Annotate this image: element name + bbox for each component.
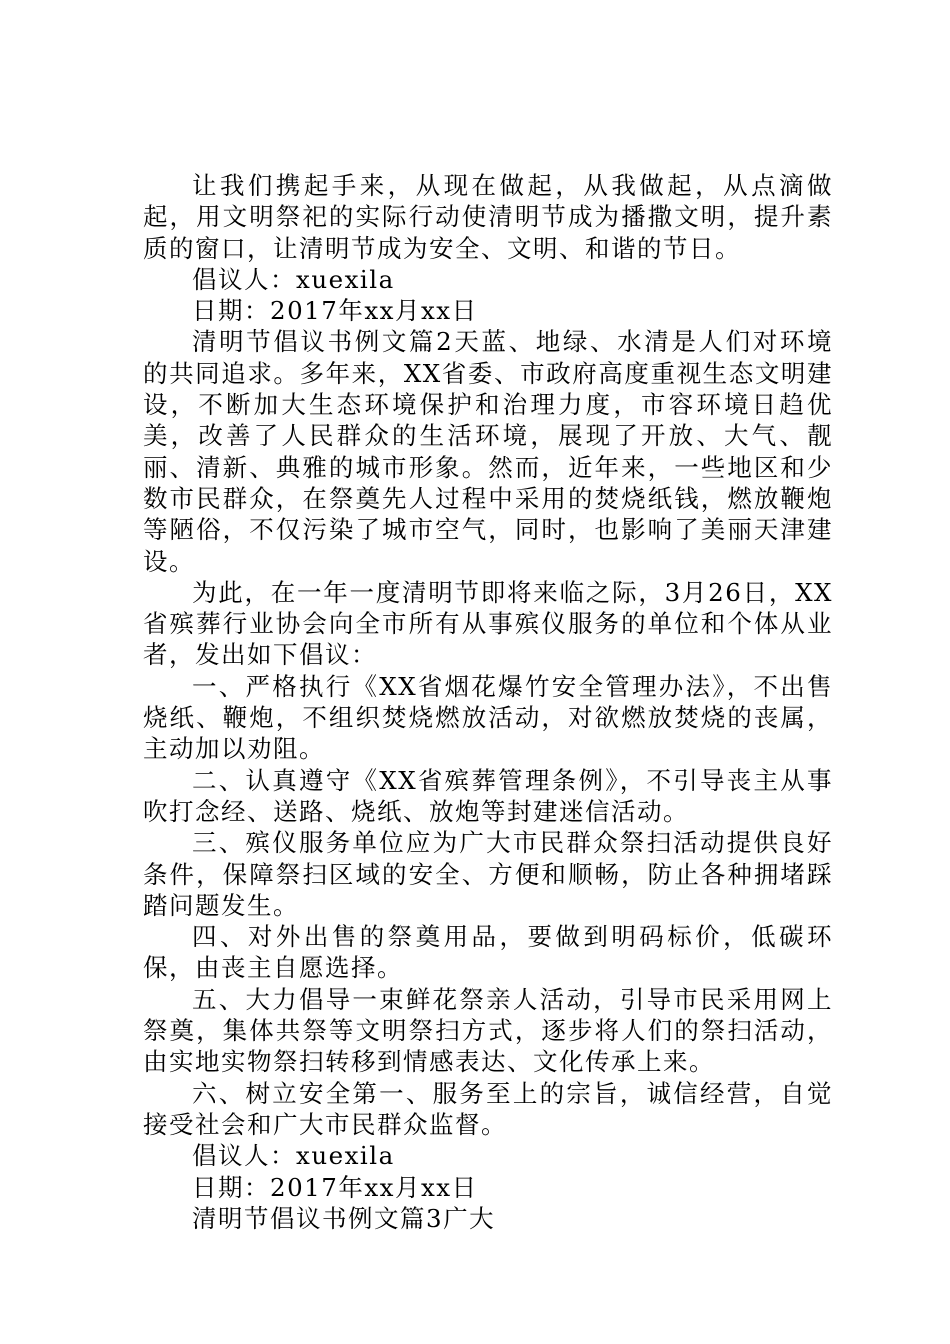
paragraph-item-6: 六、树立安全第一、服务至上的宗旨，诚信经营，自觉接受社会和广大市民群众监督。 (143, 1078, 833, 1139)
paragraph-date-2: 日期：2017年xx月xx日 (192, 1172, 478, 1202)
paragraph-date: 日期：2017年xx月xx日 (192, 296, 478, 326)
document-body (143, 170, 833, 1234)
paragraph-initiator-2: 倡议人：xuexila (192, 1141, 395, 1171)
paragraph-item-4: 四、对外出售的祭奠用品，要做到明码标价，低碳环保，由丧主自愿选择。 (143, 922, 833, 983)
paragraph-item-2: 二、认真遵守《XX省殡葬管理条例》，不引导丧主从事吹打念经、送路、烧纸、放炮等封建迷信活动。 (143, 765, 833, 826)
paragraph-example-2-intro: 清明节倡议书例文篇2天蓝、地绿、水清是人们对环境的共同追求。多年来，XX省委、市政府高度重视生态文明建设，不断加大生态环境保护和治理力度，市容环境日趋优美，改善了人民群众的生活环境，展现了开放、大气、靓丽、清新、典雅的城市形象。然而，近年来，一些地区和少数市民群众，在祭奠先人过程中采用的焚烧纸钱，燃放鞭炮等陋俗，不仅污染了城市空气，同时，也影响了美丽天津建设。 (143, 327, 833, 576)
paragraph-closing-appeal: 让我们携起手来，从现在做起，从我做起，从点滴做起，用文明祭祀的实际行动使清明节成为播撒文明，提升素质的窗口，让清明节成为安全、文明、和谐的节日。 (143, 171, 833, 263)
paragraph-item-5: 五、大力倡导一束鲜花祭亲人活动，引导市民采用网上祭奠，集体共祭等文明祭扫方式，逐步将人们的祭扫活动，由实地实物祭扫转移到情感表达、文化传承上来。 (143, 984, 833, 1077)
paragraph-example-3-intro: 清明节倡议书例文篇3广大 (192, 1203, 496, 1233)
paragraph-proposal-intro: 为此，在一年一度清明节即将来临之际，3月26日，XX省殡葬行业协会向全市所有从事殡仪服务的单位和个体从业者，发出如下倡议： (143, 577, 833, 670)
paragraph-item-3: 三、殡仪服务单位应为广大市民群众祭扫活动提供良好条件，保障祭扫区域的安全、方便和顺畅，防止各种拥堵踩踏问题发生。 (143, 828, 833, 920)
paragraph-item-1: 一、严格执行《XX省烟花爆竹安全管理办法》，不出售烧纸、鞭炮，不组织焚烧燃放活动，对欲燃放焚烧的丧属，主动加以劝阻。 (143, 671, 833, 764)
paragraph-initiator: 倡议人：xuexila (192, 264, 395, 294)
